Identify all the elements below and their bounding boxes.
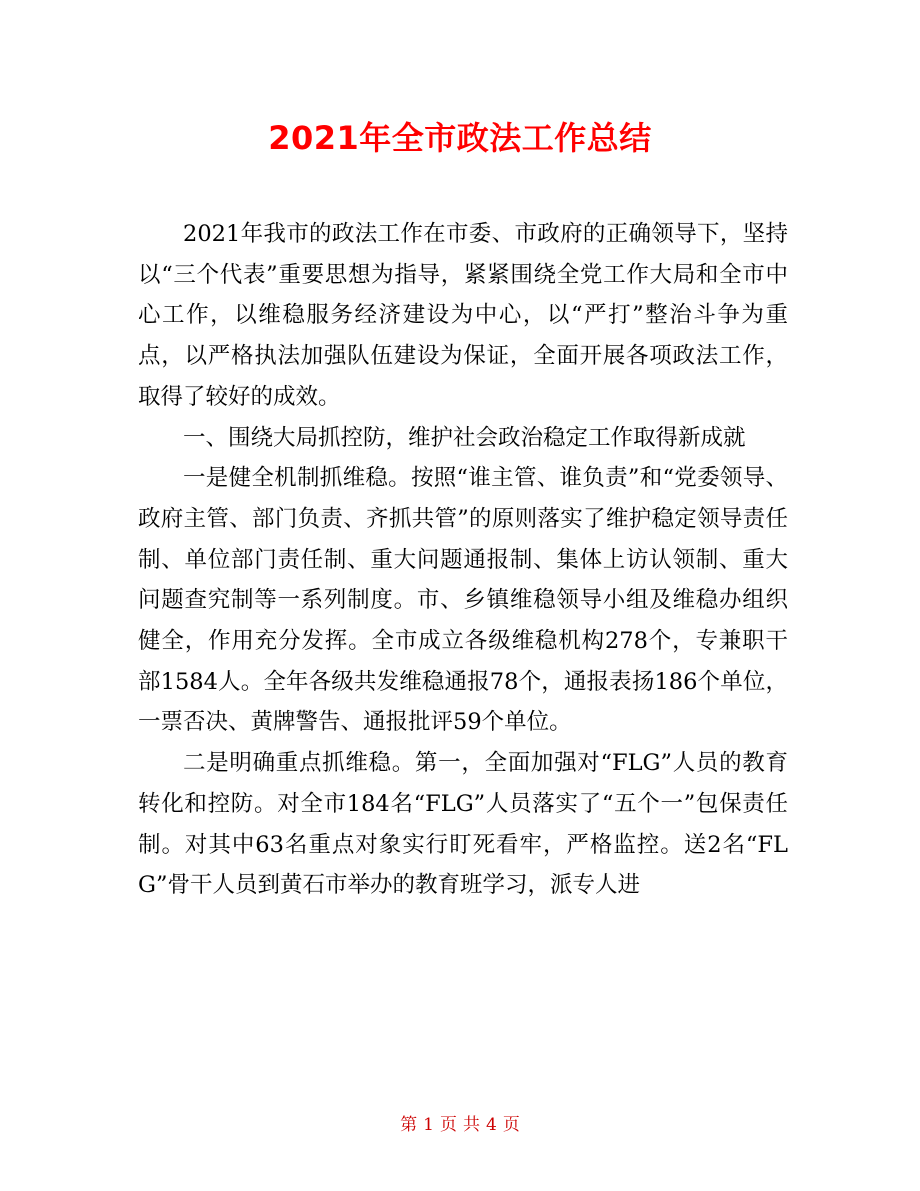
paragraph-mechanism: 一是健全机制抓维稳。按照“谁主管、谁负责”和“党委领导、政府主管、部门负责、齐抓共管”的原则落实了维护稳定领导责任制、单位部门责任制、重大问题通报制、集体上访认领制、重大问题查究制等一系列制度。市、乡镇维稳领导小组及维稳办组织健全，作用充分发挥。全市成立各级维稳机构278个，专兼职干部1584人。全年各级共发维稳通报78个，通报表扬186个单位，一票否决、黄牌警告、通报批评59个单位。 — [138, 465, 788, 736]
footer-label-page-unit: 页 — [440, 1115, 457, 1135]
footer-label-page: 第 — [400, 1115, 418, 1135]
page-number-footer — [0, 1113, 920, 1137]
paragraph-intro: 2021年我市的政法工作在市委、市政府的正确领导下，坚持以“三个代表”重要思想为指导，紧紧围绕全党工作大局和全市中心工作，以维稳服务经济建设为中心，以“严打”整治斗争为重点，以严格执法加强队伍建设为保证，全面开展各项政法工作，取得了较好的成效。 — [138, 221, 788, 410]
section-heading-1: 一、围绕大局抓控防，维护社会政治稳定工作取得新成就 — [183, 424, 746, 451]
footer-current-page: 1 — [423, 1115, 434, 1135]
footer-total-pages: 4 — [486, 1115, 497, 1135]
paragraph-focus: 二是明确重点抓维稳。第一，全面加强对“FLG”人员的教育转化和控防。对全市184名“FLG”人员落实了“五个一”包保责任制。对其中63名重点对象实行盯死看牢，严格监控。送2名“FLG”骨干人员到黄石市举办的教育班学习，派专人进 — [138, 750, 788, 899]
document-title: 2021年全市政法工作总结 — [268, 119, 652, 157]
footer-label-total: 共 — [463, 1115, 480, 1135]
footer-label-total-unit: 页 — [502, 1115, 520, 1135]
document-body — [138, 214, 788, 906]
